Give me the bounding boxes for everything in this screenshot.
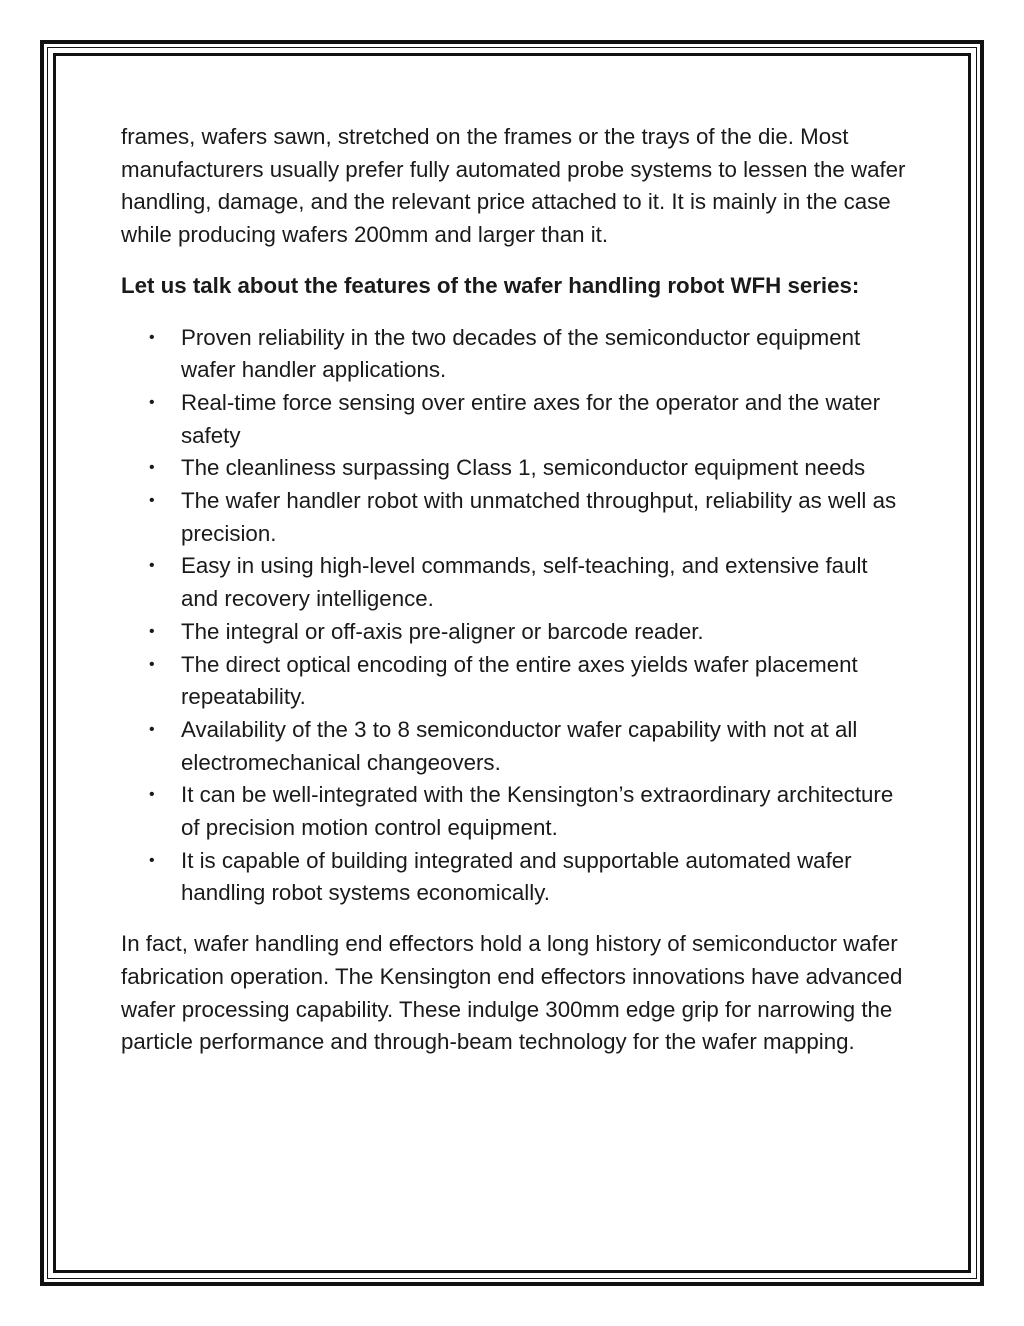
list-item — [121, 485, 911, 550]
closing-paragraph: In fact, wafer handling end effectors hold a long history of semiconductor wafer fabrication operation. The Kensington end effectors innovations have advanced wafer processing capability. These indulge 300mm edge grip for narrowing the particle performance and through-beam technology for the wafer mapping. — [121, 931, 903, 1055]
bullet-icon: • — [149, 459, 155, 477]
bullet-icon: • — [149, 328, 155, 346]
feature-list — [121, 322, 911, 911]
list-item-text: The cleanliness surpassing Class 1, semiconductor equipment needs — [181, 455, 866, 481]
list-item-text: The integral or off-axis pre-aligner or barcode reader. — [181, 618, 704, 644]
list-item — [121, 550, 911, 615]
list-item-text: It is capable of building integrated and supportable automated wafer handling robot systems economically. — [181, 847, 852, 906]
bullet-icon: • — [149, 622, 155, 640]
list-item — [121, 714, 911, 779]
list-item-text: It can be well-integrated with the Kensington’s extraordinary architecture of precision motion control equipment. — [181, 782, 894, 841]
list-item — [121, 387, 911, 452]
section-heading: Let us talk about the features of the wafer handling robot WFH series: — [121, 272, 860, 298]
list-item — [121, 845, 911, 910]
list-item-text: The direct optical encoding of the entire axes yields wafer placement repeatability. — [181, 651, 858, 710]
list-item — [121, 649, 911, 714]
list-item-text: Availability of the 3 to 8 semiconductor wafer capability with not at all electromechanical changeovers. — [181, 716, 858, 775]
bullet-icon: • — [149, 393, 155, 411]
list-item-text: The wafer handler robot with unmatched throughput, reliability as well as precision. — [181, 488, 897, 546]
bullet-icon: • — [149, 655, 155, 673]
bullet-icon: • — [149, 786, 155, 804]
bullet-icon: • — [149, 557, 155, 575]
list-item — [121, 322, 911, 387]
bullet-icon: • — [149, 720, 155, 738]
intro-paragraph: frames, wafers sawn, stretched on the frames or the trays of the die. Most manufacturers usually prefer fully automated probe systems to lessen the wafer handling, damage, and the relevant price attached to it. It is mainly in the case while producing wafers 200mm and larger than it. — [121, 124, 906, 248]
bullet-icon: • — [149, 851, 155, 869]
list-item — [121, 452, 911, 485]
list-item — [121, 616, 911, 649]
list-item — [121, 779, 911, 844]
list-item-text: Easy in using high-level commands, self-teaching, and extensive fault and recovery intelligence. — [181, 553, 868, 612]
list-item-text: Real-time force sensing over entire axes for the operator and the water safety — [181, 389, 880, 448]
document-body — [121, 121, 911, 1059]
list-item-text: Proven reliability in the two decades of the semiconductor equipment wafer handler applications. — [181, 324, 861, 383]
bullet-icon: • — [149, 492, 155, 510]
